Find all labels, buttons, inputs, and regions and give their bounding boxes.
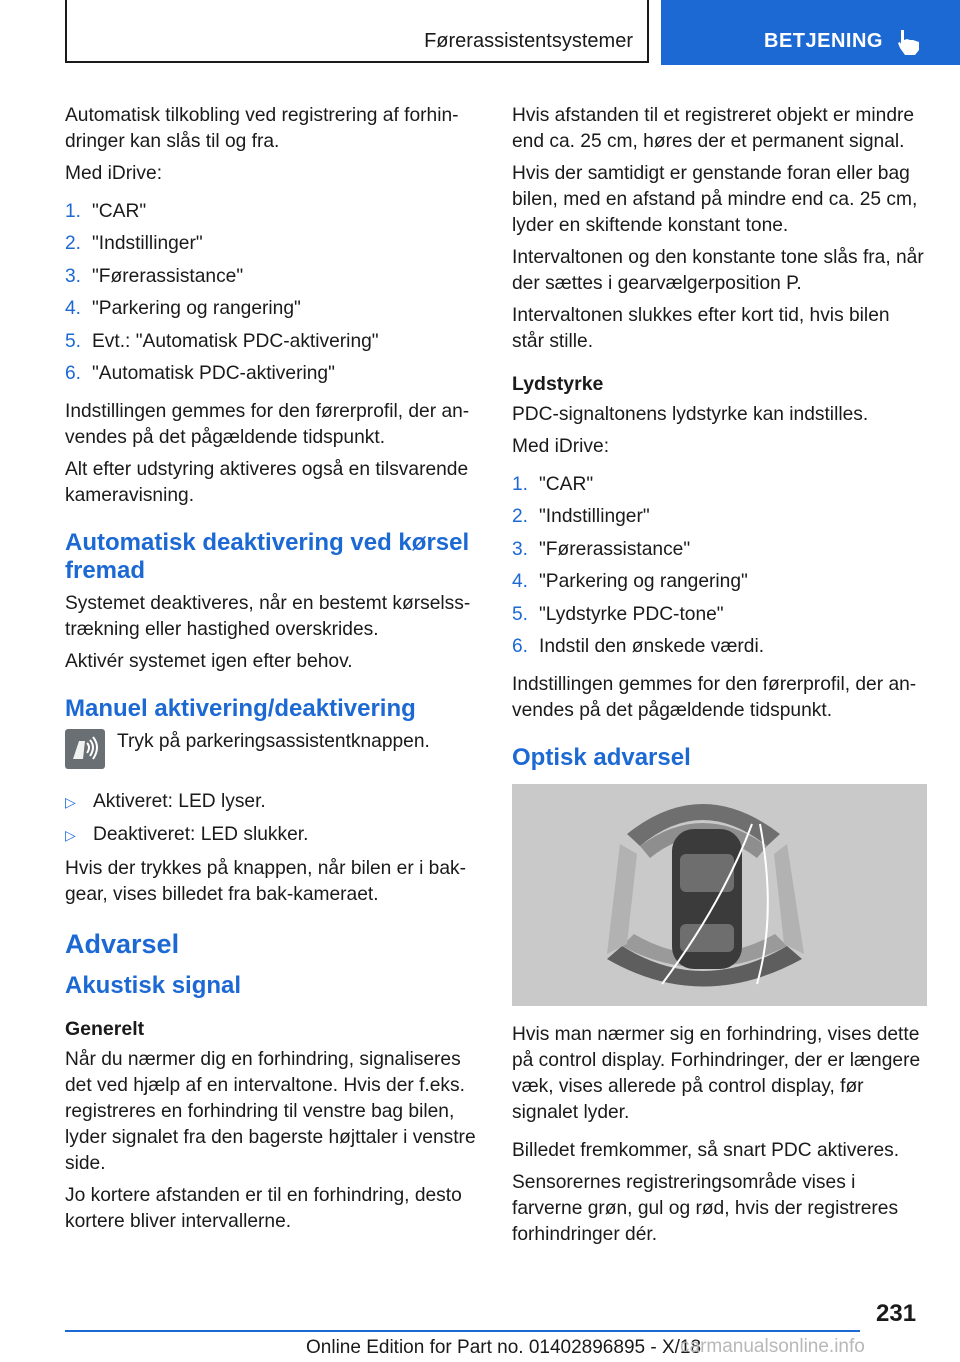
list-item xyxy=(65,822,479,854)
closer-text: Jo kortere afstanden er til en forhindring, desto kortere bliver intervallerne. xyxy=(65,1185,462,1233)
step-text: "Indstillinger" xyxy=(92,233,203,255)
header-section-title: Førerassistentsystemer xyxy=(424,30,633,52)
deactivation-text: Systemet deaktiveres, når en bestemt kørselsstrækning eller hastighed overskrides. xyxy=(65,593,471,641)
parking-sensor-icon xyxy=(65,729,105,769)
list-item xyxy=(512,504,926,536)
step-number: 3. xyxy=(65,265,82,287)
step-text: Indstil den ønskede værdi. xyxy=(539,635,765,657)
intro-text: Automatisk tilkobling ved registrering af forhindringer kan slås til og fra. xyxy=(65,105,459,152)
list-item xyxy=(512,602,926,634)
camera-text: Alt efter udstyring aktiveres også en tilsvarende kameravisning. xyxy=(65,459,469,507)
step-number: 1. xyxy=(512,474,529,495)
heading-warning: Advarsel xyxy=(65,929,180,960)
step-number: 2. xyxy=(65,233,82,255)
heading-manual-activation: Manuel aktivering/deaktivering xyxy=(65,695,416,723)
alternating-tone-text: Hvis der samtidigt er genstande foran eller bag bilen, med en afstand på mindre end ca. 25 cm, lyder en skiftende konstant tone. xyxy=(512,163,918,236)
bullet-text: Aktiveret: LED lyser. xyxy=(93,791,266,813)
step-text: "Førerassistance" xyxy=(539,538,691,560)
step-text: "Automatisk PDC-aktivering" xyxy=(92,362,335,384)
auto-pdc-steps xyxy=(65,199,479,393)
approach-text: Hvis man nærmer sig en forhindring, vises dette på control display. Forhindringer, der er længere væk, vises allerede på control display, før signalet lyder. xyxy=(512,1024,921,1124)
step-number: 3. xyxy=(512,538,529,560)
step-text: "Førerassistance" xyxy=(92,265,244,287)
header-section xyxy=(65,0,649,63)
pointing-hand-icon xyxy=(895,28,925,56)
press-button-text: Tryk på parkeringsassistentknappen. xyxy=(117,731,430,753)
step-text: "Parkering og rangering" xyxy=(539,571,748,593)
car-sensor-zones-image xyxy=(512,784,927,1006)
stored-text: Indstillingen gemmes for den førerprofil, der anvendes på det pågældende tidspunkt. xyxy=(65,401,470,449)
footer-divider xyxy=(65,1330,860,1332)
pdc-button-row xyxy=(65,729,479,769)
step-text: "Lydstyrke PDC-tone" xyxy=(539,603,724,625)
triangle-bullet-icon: ▷ xyxy=(65,826,76,843)
idrive-label: Med iDrive: xyxy=(65,163,163,184)
list-item xyxy=(65,329,479,361)
pdc-display-illustration xyxy=(512,784,927,1006)
reactivate-text: Aktivér systemet igen efter behov. xyxy=(65,651,353,673)
step-number: 5. xyxy=(65,330,82,352)
step-number: 4. xyxy=(65,298,82,320)
list-item xyxy=(65,789,479,821)
step-number: 5. xyxy=(512,603,529,625)
step-text: Evt.: "Automatisk PDC-aktivering" xyxy=(92,330,379,352)
page-number: 231 xyxy=(876,1300,917,1327)
permanent-signal-text: Hvis afstanden til et registreret objekt er mindre end ca. 25 cm, høres der et permanent signal. xyxy=(512,105,915,152)
sensors-text: Sensorernes registreringsområde vises i farverne grøn, gul og rød, hvis der registreres forhindringer dér. xyxy=(512,1172,899,1246)
step-text: "CAR" xyxy=(92,201,147,222)
header-chapter-tab[interactable] xyxy=(661,0,960,65)
standstill-text: Intervaltonen slukkes efter kort tid, hvis bilen står stille. xyxy=(512,305,890,352)
step-text: "CAR" xyxy=(539,474,594,495)
heading-acoustic-signal: Akustisk signal xyxy=(65,972,242,1000)
led-status-list xyxy=(65,789,479,854)
step-number: 6. xyxy=(65,362,82,384)
park-assist-button-icon xyxy=(65,729,105,769)
list-item xyxy=(512,634,926,666)
list-item xyxy=(65,264,479,296)
bullet-text: Deaktiveret: LED slukker. xyxy=(93,823,309,845)
volume-text: PDC-signaltonens lydstyrke kan indstilles. xyxy=(512,404,869,425)
watermark-logo: carmanualsonline.info xyxy=(680,1336,865,1357)
list-item xyxy=(512,537,926,569)
step-number: 4. xyxy=(512,571,529,593)
heading-optical-warning: Optisk advarsel xyxy=(512,744,691,772)
gear-p-text: Intervaltonen og den konstante tone slås fra, når der sættes i gearvælgerposition P. xyxy=(512,247,924,294)
step-number: 6. xyxy=(512,635,529,657)
step-number: 2. xyxy=(512,506,529,528)
left-column xyxy=(65,103,479,1241)
list-item xyxy=(65,361,479,393)
header-chapter-title: BETJENING xyxy=(764,30,883,52)
volume-steps xyxy=(512,472,926,666)
reverse-gear-text: Hvis der trykkes på knappen, når bilen er i bakgear, vises billedet fra bak-kameraet. xyxy=(65,858,466,906)
step-number: 1. xyxy=(65,201,82,222)
right-column xyxy=(512,103,926,1254)
list-item xyxy=(65,199,479,231)
idrive-label: Med iDrive: xyxy=(512,436,610,457)
step-text: "Indstillinger" xyxy=(539,506,650,528)
footer-edition: Online Edition for Part no. 01402896895 - X/18 xyxy=(306,1337,702,1358)
heading-general: Generelt xyxy=(65,1018,145,1041)
triangle-bullet-icon: ▷ xyxy=(65,794,76,811)
heading-volume: Lydstyrke xyxy=(512,373,604,395)
list-item xyxy=(65,296,479,328)
step-text: "Parkering og rangering" xyxy=(92,298,301,320)
general-text: Når du nærmer dig en forhindring, signaliseres det ved hjælp af en intervaltone. Hvis der f.eks. registreres en forhindring til venstre bag bilen, lyder signalet fra den bagerste højttaler i venstre side. xyxy=(65,1049,476,1175)
list-item xyxy=(512,569,926,601)
heading-auto-deactivation: Automatisk deaktivering ved kørsel fremad xyxy=(65,529,470,585)
list-item xyxy=(65,231,479,263)
list-item xyxy=(512,472,926,504)
appears-text: Billedet fremkommer, så snart PDC aktiveres. xyxy=(512,1140,900,1162)
stored-text: Indstillingen gemmes for den førerprofil, der anvendes på det pågældende tidspunkt. xyxy=(512,674,917,722)
